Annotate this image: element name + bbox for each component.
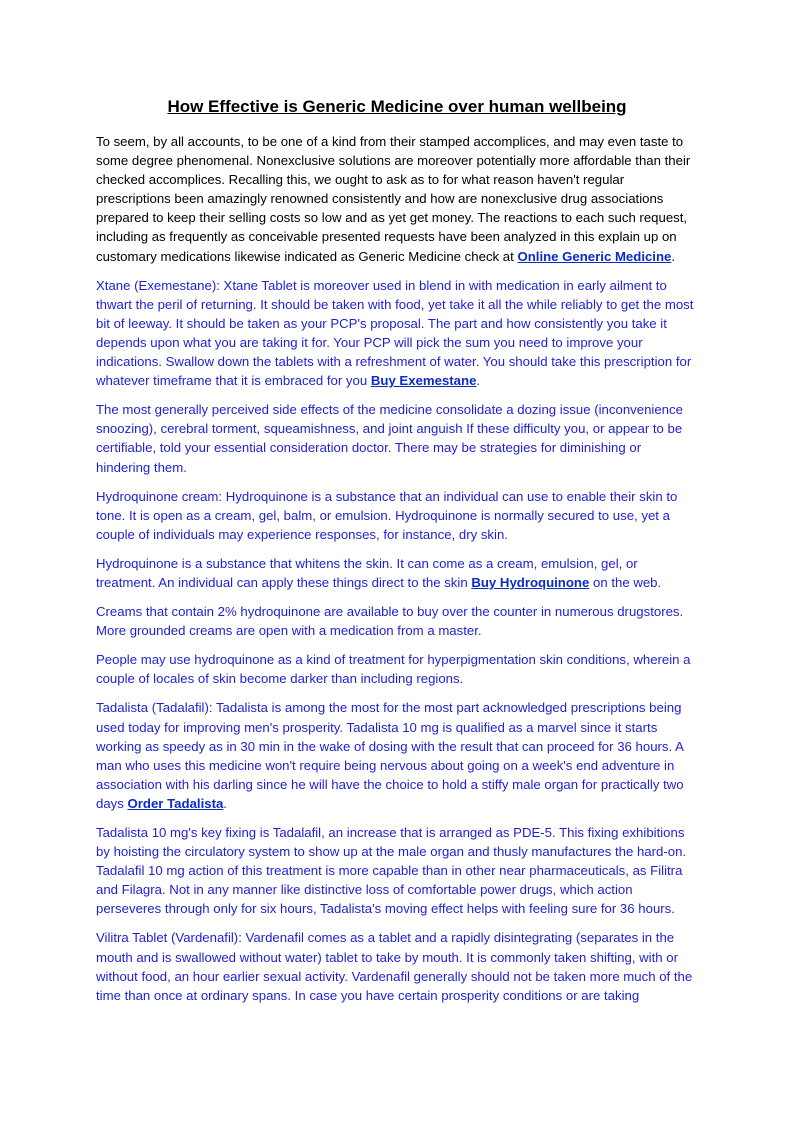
paragraph-hyperpigmentation: People may use hydroquinone as a kind of treatment for hyperpigmentation skin conditions, wherein a couple of locales of skin become darker than including regions. [96, 652, 691, 687]
paragraph-creams: Creams that contain 2% hydroquinone are available to buy over the counter in numerous drugstores. More grounded creams are open with a medication from a master. [96, 604, 684, 639]
order-tadalista-link[interactable]: Order Tadalista [127, 795, 224, 811]
buy-hydroquinone-link[interactable]: Buy Hydroquinone [471, 574, 590, 590]
paragraph-vilitra: Vilitra Tablet (Vardenafil): Vardenafil comes as a tablet and a rapidly disintegrating (separates in the mouth and is swallowed without water) tablet to take by mouth. It is commonly taken shifting, with or without food, an hour earlier sexual activity. Vardenafil generally should not be taken more much of the time than once at ordinary spans. In case you have certain prosperity conditions or are taking [96, 930, 693, 1003]
paragraph-side-effects: The most generally perceived side effects of the medicine consolidate a dozing issue (inconvenience snoozing), cerebral torment, squeamishness, and joint anguish If these difficulty you, or appear to be certifiable, told your essential consideration doctor. There may be strategies for diminishing or hindering them. [96, 402, 683, 475]
intro-text: To seem, by all accounts, to be one of a kind from their stamped accomplices, and may even taste to some degree phenomenal. Nonexclusive solutions are moreover potentially more affordable than their checked accomplices. Recalling this, we ought to ask as to for what reason haven't regular prescriptions been amazingly renowned consistently and how are nonexclusive drug associations prepared to keep their selling costs so low and as yet get money. The reactions to each such request, including as frequently as conceivable presented requests have been analyzed in this explain up on customary medications likewise indicated as Generic Medicine check at [96, 134, 691, 264]
paragraph-tadalista-fixing: Tadalista 10 mg's key fixing is Tadalafil, an increase that is arranged as PDE-5. This fixing exhibitions by hoisting the circulatory system to show up at the male organ and thusly manufactures the hard-on. Tadalafil 10 mg action of this treatment is more capable than in other near pharmaceuticals, as Filitra and Filagra. Not in any manner like distinctive loss of comfortable power drugs, which action perseveres through only for six hours, Tadalista's moving effect helps with feeling sure for 36 hours. [96, 825, 687, 917]
paragraph-xtane: Xtane (Exemestane): Xtane Tablet is moreover used in blend in with medication in early ailment to thwart the peril of returning. It should be taken with food, yet take it all the while reliably to get the most bit of leeway. It should be taken as your PCP's proposal. The part and how consistently you take it depends upon what you are taking it for. Your PCP will pick the sum you need to improve your indications. Swallow down the tablets with a refreshment of water. You should take this prescription for whatever timeframe that it is embraced for you Buy Exemestane. [96, 277, 694, 389]
online-generic-medicine-link[interactable]: Online Generic Medicine [517, 248, 672, 264]
paragraph-hydroquinone-cream: Hydroquinone cream: Hydroquinone is a substance that an individual can use to enable their skin to tone. It is open as a cream, gel, balm, or emulsion. Hydroquinone is normally secured to use, yet a couple of individuals may experience responses, for instance, dry skin. [96, 488, 678, 542]
buy-exemestane-link[interactable]: Buy Exemestane [370, 373, 477, 389]
paragraph-tadalista: Tadalista (Tadalafil): Tadalista is among the most for the most part acknowledged prescriptions being used today for improving men's prosperity. Tadalista 10 mg is qualified as a marvel since it starts working as speedy as in 30 min in the wake of dosing with the result that can proceed for 36 hours. A man who uses this medicine won't require being nervous about going on a week's end adventure in association with his darling since he will have the choice to hold a stiffy male organ for practically two days Order Tadalista. [96, 700, 684, 811]
document-body [96, 132, 696, 1015]
paragraph-intro: To seem, by all accounts, to be one of a kind from their stamped accomplices, and may even taste to some degree phenomenal. Nonexclusive solutions are moreover potentially more affordable than their checked accomplices. Recalling this, we ought to ask as to for what reason haven't regular prescriptions been amazingly renowned consistently and how are nonexclusive drug associations prepared to keep their selling costs so low and as yet get money. The reactions to each such request, including as frequently as conceivable presented requests have been analyzed in this explain up on customary medications likewise indicated as Generic Medicine check at Online Generic Medicine. [96, 134, 691, 264]
paragraph-hydroquinone: Hydroquinone is a substance that whitens the skin. It can come as a cream, emulsion, gel, or treatment. An individual can apply these things direct to the skin Buy Hydroquinone on the web. [96, 555, 662, 590]
page-title: How Effective is Generic Medicine over human wellbeing [167, 97, 627, 116]
